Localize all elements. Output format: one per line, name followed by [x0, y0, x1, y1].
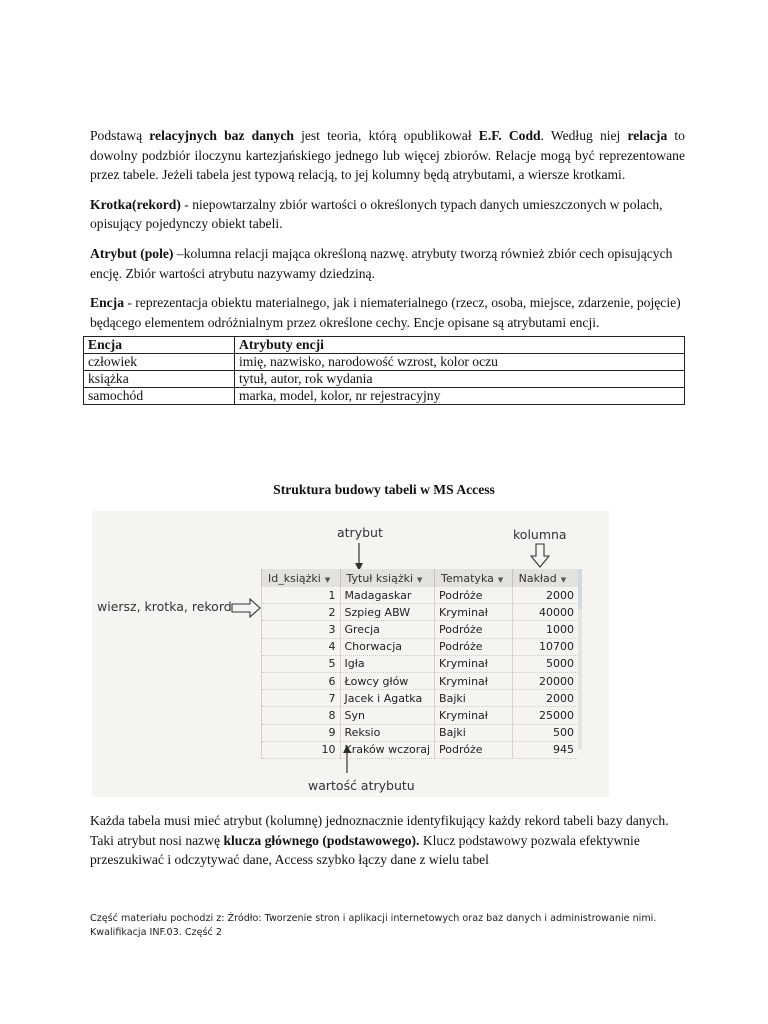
- datasheet-cell[interactable]: 2000: [512, 587, 578, 604]
- dropdown-arrow-icon[interactable]: ▼: [497, 575, 504, 584]
- datasheet-cell[interactable]: 500: [512, 724, 578, 741]
- datasheet-cell[interactable]: 945: [512, 741, 578, 758]
- datasheet-row[interactable]: [262, 672, 579, 689]
- datasheet-cell[interactable]: Grecja: [340, 621, 435, 638]
- column-header[interactable]: [262, 569, 341, 587]
- table-cell: marka, model, kolor, nr rejestracyjny: [235, 388, 685, 405]
- datasheet-cell[interactable]: Igła: [340, 655, 435, 672]
- datasheet-cell[interactable]: Syn: [340, 707, 435, 724]
- datasheet-cell[interactable]: 7: [262, 690, 341, 707]
- text: . Według niej: [540, 128, 628, 143]
- datasheet-body: [262, 587, 579, 758]
- datasheet-row[interactable]: [262, 655, 579, 672]
- paragraph-relational-db: [90, 126, 685, 185]
- label-kolumna: kolumna: [513, 527, 567, 542]
- datasheet-cell[interactable]: Podróże: [435, 621, 513, 638]
- datasheet-cell[interactable]: Chorwacja: [340, 638, 435, 655]
- datasheet-cell[interactable]: 10: [262, 741, 341, 758]
- entity-table: [83, 336, 685, 405]
- document-body: [90, 126, 685, 405]
- column-header[interactable]: [435, 569, 513, 587]
- datasheet-cell[interactable]: Łowcy głów: [340, 672, 435, 689]
- label-wartosc-atrybutu: wartość atrybutu: [308, 778, 415, 793]
- column-header[interactable]: [340, 569, 435, 587]
- datasheet-row[interactable]: [262, 724, 579, 741]
- paragraph-krotka: [90, 195, 685, 234]
- datasheet-cell[interactable]: 9: [262, 724, 341, 741]
- access-datasheet: [261, 569, 578, 759]
- dropdown-arrow-icon[interactable]: ▼: [560, 575, 567, 584]
- datasheet-cell[interactable]: 5: [262, 655, 341, 672]
- datasheet-cell[interactable]: Reksio: [340, 724, 435, 741]
- datasheet-cell[interactable]: Bajki: [435, 724, 513, 741]
- table-row: [84, 354, 685, 371]
- text: jest teoria, którą opublikował: [293, 128, 479, 143]
- dropdown-arrow-icon[interactable]: ▼: [324, 575, 331, 584]
- label-atrybut: atrybut: [337, 525, 383, 540]
- arrow-down-icon: [355, 543, 363, 571]
- vertical-scrollbar[interactable]: [578, 569, 582, 749]
- datasheet-cell[interactable]: Kryminał: [435, 655, 513, 672]
- datasheet-row[interactable]: [262, 741, 579, 758]
- paragraph-atrybut: [90, 244, 685, 283]
- table-cell: samochód: [84, 388, 235, 405]
- datasheet-cell[interactable]: 4: [262, 638, 341, 655]
- datasheet-cell[interactable]: Kraków wczoraj: [340, 741, 435, 758]
- bold-term: E.F. Codd: [478, 128, 541, 143]
- table-header-cell: Encja: [84, 337, 235, 354]
- datasheet-cell[interactable]: Podróże: [435, 587, 513, 604]
- table-cell: człowiek: [84, 354, 235, 371]
- dropdown-arrow-icon[interactable]: ▼: [417, 575, 423, 584]
- datasheet-cell[interactable]: 2: [262, 604, 341, 621]
- datasheet-cell[interactable]: Kryminał: [435, 672, 513, 689]
- bold-term: Encja: [90, 295, 124, 311]
- paragraph-primary-key: [90, 811, 685, 870]
- table-cell: imię, nazwisko, narodowość wzrost, kolor oczu: [235, 354, 685, 371]
- datasheet-cell[interactable]: Podróże: [435, 638, 513, 655]
- table-cell: tytuł, autor, rok wydania: [235, 371, 685, 388]
- table-row: [84, 371, 685, 388]
- bold-term: Krotka(rekord): [90, 196, 181, 212]
- datasheet-cell[interactable]: 10700: [512, 638, 578, 655]
- datasheet-cell[interactable]: 5000: [512, 655, 578, 672]
- datasheet-cell[interactable]: Madagaskar: [340, 587, 435, 604]
- datasheet-cell[interactable]: Kryminał: [435, 604, 513, 621]
- datasheet-cell[interactable]: Jacek i Agatka: [340, 690, 435, 707]
- datasheet-cell[interactable]: Bajki: [435, 690, 513, 707]
- datasheet-row[interactable]: [262, 638, 579, 655]
- hollow-arrow-right-icon: [232, 599, 260, 617]
- datasheet-cell[interactable]: 1000: [512, 621, 578, 638]
- access-table-figure: [92, 511, 609, 797]
- bold-term: relacja: [627, 128, 668, 143]
- text: Klucz podstawowy pozwala efektywnie przeszukiwać i odczytywać dane, Access szybko łączy dane z wielu tabel: [90, 832, 640, 868]
- paragraph-primary-key-block: [90, 811, 685, 870]
- datasheet-row[interactable]: [262, 587, 579, 604]
- bold-term: relacyjnych baz danych: [149, 128, 294, 143]
- label-wiersz-krotka-rekord: wiersz, krotka, rekord: [97, 599, 232, 614]
- text: - reprezentacja obiektu materialnego, jak i niematerialnego (rzecz, osoba, miejsce, zdarzenie, pojęcie) będącego elementem odróżnialnym przez określone cechy. Encje opisane są atrybutami encji.: [90, 295, 681, 330]
- table-header-cell: Atrybuty encji: [235, 337, 685, 354]
- datasheet-row[interactable]: [262, 604, 579, 621]
- datasheet-cell[interactable]: 40000: [512, 604, 578, 621]
- column-header-label: Id_książki: [268, 571, 321, 585]
- text: to dowolny podzbiór iloczynu kartezjańskiego jednego lub więcej zbiorów. Relacje mogą być reprezentowane przez tabele. Jeżeli tabela jest typową relacją, to jej kolumny będą atrybutami, a wiersze krotkami.: [90, 128, 685, 183]
- datasheet-cell[interactable]: Kryminał: [435, 707, 513, 724]
- figure-caption: Struktura budowy tabeli w MS Access: [273, 482, 495, 497]
- datasheet-cell[interactable]: 2000: [512, 690, 578, 707]
- datasheet-cell[interactable]: 6: [262, 672, 341, 689]
- datasheet-row[interactable]: [262, 690, 579, 707]
- column-header-label: Nakład: [518, 571, 557, 585]
- datasheet-cell[interactable]: 25000: [512, 707, 578, 724]
- datasheet-row[interactable]: [262, 621, 579, 638]
- datasheet-cell[interactable]: 1: [262, 587, 341, 604]
- paragraph-encja: [90, 293, 685, 332]
- scrollbar-thumb[interactable]: [578, 569, 582, 609]
- column-header-label: Tematyka: [441, 571, 494, 585]
- table-header-row: [84, 337, 685, 354]
- text: Każda tabela musi mieć atrybut (kolumnę) jednoznacznie identyfikujący każdy rekord tabeli bazy danych. Taki atrybut nosi nazwę: [90, 813, 669, 848]
- table-cell: książka: [84, 371, 235, 388]
- datasheet-cell[interactable]: 8: [262, 707, 341, 724]
- datasheet-row[interactable]: [262, 707, 579, 724]
- hollow-arrow-down-icon: [531, 544, 549, 567]
- datasheet-cell[interactable]: 3: [262, 621, 341, 638]
- table-row: [84, 388, 685, 405]
- footer-source-note: Część materiału pochodzi z: Źródło: Tworzenie stron i aplikacji internetowych oraz baz danych i administrowanie nimi. Kwalifikacja INF.03. Część 2: [90, 913, 657, 938]
- column-header-label: Tytuł książki: [346, 571, 414, 585]
- datasheet-header-row: [262, 569, 579, 587]
- datasheet-cell[interactable]: Szpieg ABW: [340, 604, 435, 621]
- text: –kolumna relacji mająca określoną nazwę. atrybuty tworzą również zbiór cech opisujących encję. Zbiór wartości atrybutu nazywamy dziedziną.: [90, 245, 673, 281]
- datasheet-cell[interactable]: Podróże: [435, 741, 513, 758]
- text: - niepowtarzalny zbiór wartości o określonych typach danych umieszczonych w polach, opisujący pojedynczy obiekt tabeli.: [90, 196, 663, 232]
- bold-term: klucza głównego (podstawowego).: [223, 832, 420, 848]
- text: Podstawą: [90, 128, 150, 143]
- datasheet-cell[interactable]: 20000: [512, 672, 578, 689]
- bold-term: Atrybut (pole): [90, 245, 174, 261]
- column-header[interactable]: [512, 569, 578, 587]
